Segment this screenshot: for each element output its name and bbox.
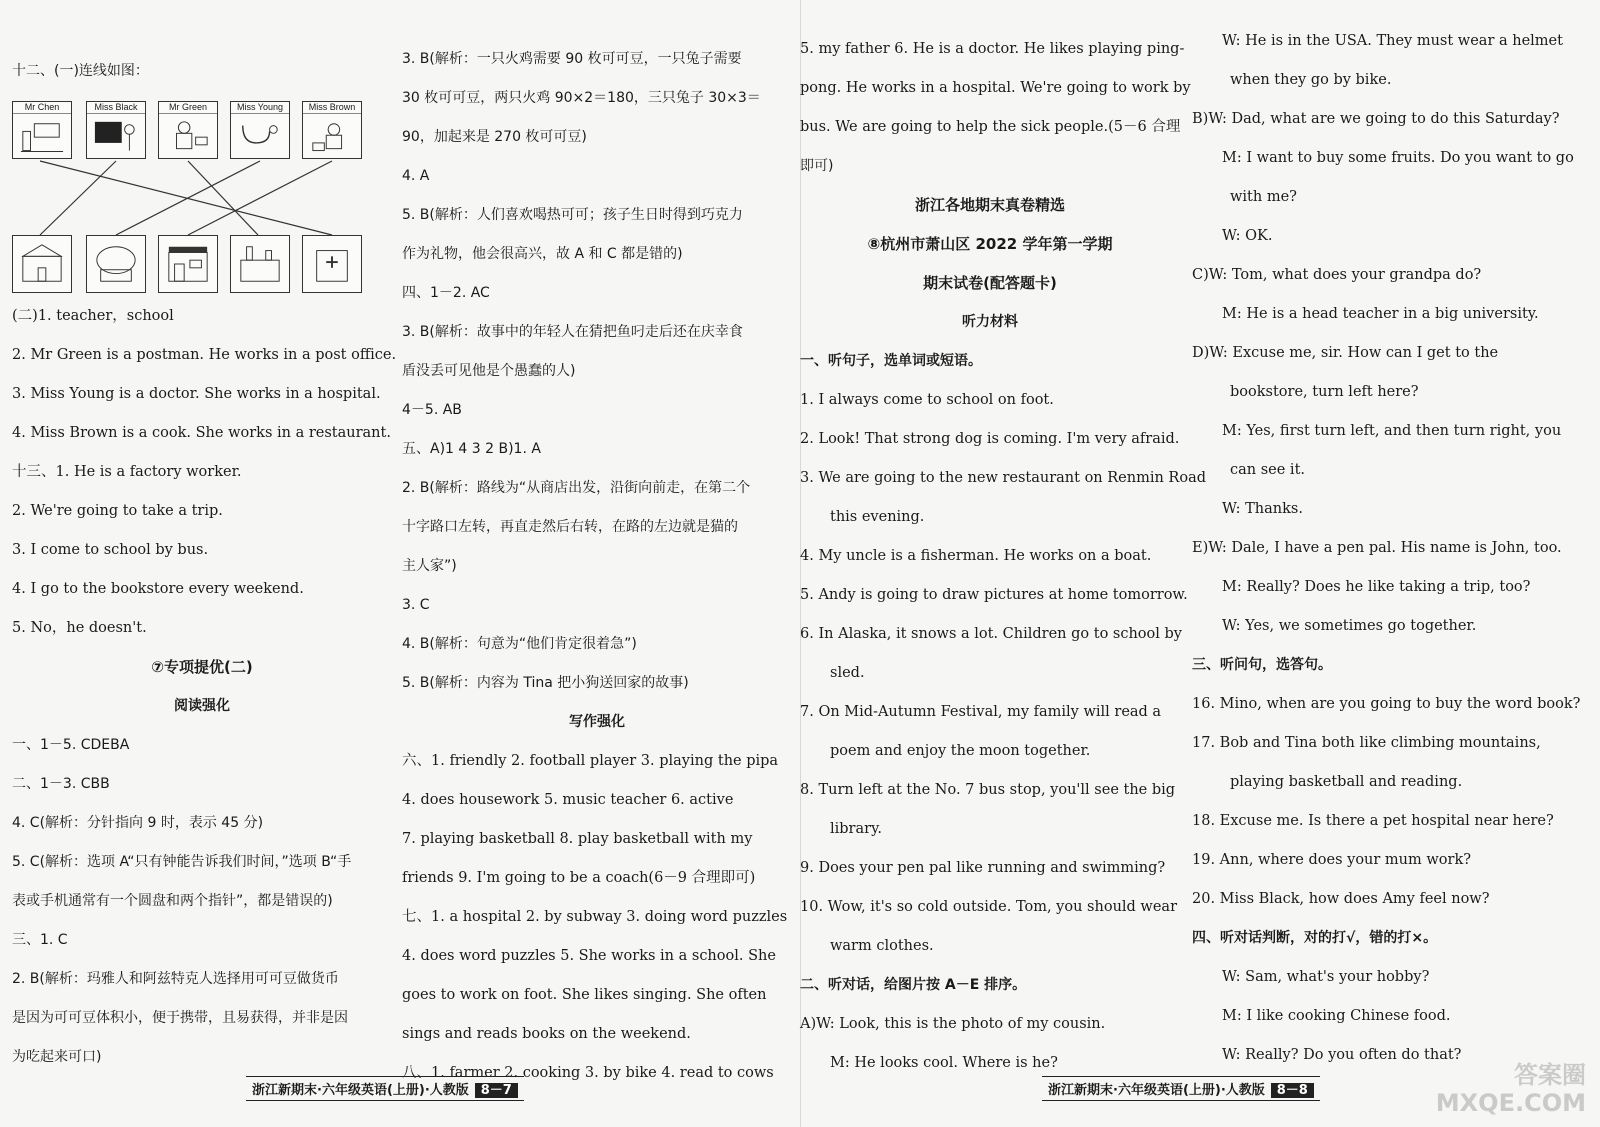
text-line: bus. We are going to help the sick people.(5－6 合理 — [800, 119, 1181, 135]
text-line: 七、1. a hospital 2. by subway 3. doing word puzzles — [402, 909, 788, 925]
right-page — [800, 0, 1600, 1127]
page-footer — [246, 1076, 524, 1101]
text-line: 6. In Alaska, it snows a lot. Children go to school by — [800, 626, 1182, 642]
section-heading: 浙江各地期末真卷精选 — [914, 196, 1065, 214]
match-place-factory — [230, 235, 290, 293]
page-footer — [1042, 1076, 1320, 1101]
restaurant-icon — [93, 241, 139, 285]
section-subheading: 写作强化 — [569, 714, 625, 730]
text-line: goes to work on foot. She likes singing. She often — [402, 987, 767, 1003]
card-label: Miss Brown — [303, 102, 361, 114]
watermark-logo-text: 答案圈 — [1514, 1061, 1586, 1089]
text-line: M: I like cooking Chinese food. — [1222, 1008, 1451, 1024]
watermark — [1436, 1061, 1586, 1117]
text-line: 5. B(解析：内容为 Tina 把小狗送回家的故事) — [402, 675, 689, 691]
text-line: 10. Wow, it's so cold outside. Tom, you should wear — [800, 899, 1177, 915]
text-line: 六、1. friendly 2. football player 3. playing the pipa — [402, 753, 779, 769]
text-line: bookstore, turn left here? — [1230, 384, 1419, 400]
text-line: 4－5. AB — [402, 402, 462, 418]
match-diagram — [12, 97, 382, 297]
text-line: 作为礼物，他会很高兴，故 A 和 C 都是错的) — [402, 246, 683, 262]
text-line: when they go by bike. — [1230, 72, 1392, 88]
page-number-badge: 8－8 — [1271, 1083, 1314, 1098]
text-line: C)W: Tom, what does your grandpa do? — [1192, 267, 1482, 283]
text-line: 8. Turn left at the No. 7 bus stop, you'll see the big — [800, 782, 1176, 798]
text-line: 盾没丢可见他是个愚蠢的人) — [402, 363, 576, 379]
text-line: 是因为可可豆体积小，便于携带，且易获得，并非是因 — [12, 1010, 348, 1026]
text-line: 4. I go to the bookstore every weekend. — [12, 581, 304, 597]
footer-title: 浙江新期末·六年级英语(上册)·人教版 — [252, 1083, 469, 1098]
factory-icon — [237, 241, 283, 285]
text-line: W: Yes, we sometimes go together. — [1222, 618, 1477, 634]
text-line: 2. B(解析：路线为“从商店出发，沿街向前走，在第二个 — [402, 480, 751, 496]
text-line: sings and reads books on the weekend. — [402, 1026, 691, 1042]
school-building-icon — [19, 241, 65, 285]
text-line: 八、1. farmer 2. cooking 3. by bike 4. read to cows — [402, 1065, 774, 1081]
post-office-icon — [165, 241, 211, 285]
card-label: Miss Young — [231, 102, 289, 114]
text-line: 16. Mino, when are you going to buy the word book? — [1192, 696, 1581, 712]
text-line: E)W: Dale, I have a pen pal. His name is John, too. — [1192, 540, 1562, 556]
text-line: 3. C — [402, 597, 430, 613]
match-place-school — [12, 235, 72, 293]
text-line: 3. B(解析：一只火鸡需要 90 枚可可豆，一只兔子需要 — [402, 51, 742, 67]
match-card-miss-brown — [302, 101, 362, 159]
right-column-1 — [800, 30, 1206, 1083]
section-heading: 期末试卷(配答题卡) — [923, 274, 1057, 292]
blackboard-icon — [93, 118, 139, 154]
text-line: 90，加起来是 270 枚可可豆) — [402, 129, 587, 145]
text-line: 2. Mr Green is a postman. He works in a post office. — [12, 347, 397, 363]
text-line: W: Thanks. — [1222, 501, 1303, 517]
hospital-icon — [309, 241, 355, 285]
text-line: M: Yes, first turn left, and then turn right, you — [1222, 423, 1562, 439]
text-line: 2. B(解析：玛雅人和阿兹特克人选择用可可豆做货币 — [12, 971, 339, 987]
text-line: 18. Excuse me. Is there a pet hospital near here? — [1192, 813, 1554, 829]
card-label: Mr Green — [159, 102, 217, 114]
text-line: 三、1. C — [12, 932, 68, 948]
text-line: 4. My uncle is a fisherman. He works on a boat. — [800, 548, 1152, 564]
text-line: 30 枚可可豆，两只火鸡 90×2＝180，三只兔子 30×3＝ — [402, 90, 761, 106]
text-line: 四、听对话判断，对的打√，错的打×。 — [1192, 930, 1438, 946]
text-line: 一、听句子，选单词或短语。 — [800, 353, 982, 369]
text-line: pong. He works in a hospital. We're going to work by — [800, 80, 1191, 96]
section-heading: ⑧杭州市萧山区 2022 学年第一学期 — [867, 235, 1113, 253]
text-line: 19. Ann, where does your mum work? — [1192, 852, 1472, 868]
text-line: B)W: Dad, what are we going to do this Saturday? — [1192, 111, 1560, 127]
match-card-mr-chen — [12, 101, 72, 159]
left-column-1 — [12, 52, 397, 1077]
text-line: W: Really? Do you often do that? — [1222, 1047, 1462, 1063]
match-card-mr-green — [158, 101, 218, 159]
text-line: 表或手机通常有一个圆盘和两个指针”，都是错误的) — [12, 893, 333, 909]
text-line: 7. playing basketball 8. play basketball with my — [402, 831, 753, 847]
text-line: 一、1－5. CDEBA — [12, 737, 130, 753]
text-line: friends 9. I'm going to be a coach(6－9 合理即可) — [402, 870, 756, 886]
right-column-2 — [1192, 22, 1592, 1075]
text-line: library. — [830, 821, 882, 837]
text-line: 4. B(解析：句意为“他们肯定很着急”) — [402, 636, 637, 652]
text-line: 3. Miss Young is a doctor. She works in a hospital. — [12, 386, 381, 402]
section-subheading: 阅读强化 — [174, 698, 230, 714]
match-place-restaurant — [86, 235, 146, 293]
text-line: sled. — [830, 665, 865, 681]
text-line: 十字路口左转，再直走然后右转，在路的左边就是猫的 — [402, 519, 738, 535]
text-line: 4. does word puzzles 5. She works in a school. She — [402, 948, 776, 964]
text-line: 主人家”) — [402, 558, 457, 574]
text-line: 为吃起来可口) — [12, 1049, 102, 1065]
section-subheading: 听力材料 — [962, 314, 1018, 330]
text-line: 4. A — [402, 168, 430, 184]
text-line: 20. Miss Black, how does Amy feel now? — [1192, 891, 1490, 907]
text-line: warm clothes. — [830, 938, 934, 954]
footer-title: 浙江新期末·六年级英语(上册)·人教版 — [1048, 1083, 1265, 1098]
text-line: can see it. — [1230, 462, 1305, 478]
section-12-title: 十二、(一)连线如图： — [12, 63, 149, 79]
text-line: 3. I come to school by bus. — [12, 542, 209, 558]
text-line: W: Sam, what's your hobby? — [1222, 969, 1430, 985]
left-column-2 — [402, 40, 792, 1093]
text-line: W: He is in the USA. They must wear a helmet — [1222, 33, 1563, 49]
text-line: W: OK. — [1222, 228, 1273, 244]
text-line: playing basketball and reading. — [1230, 774, 1463, 790]
text-line: M: I want to buy some fruits. Do you want to go — [1222, 150, 1574, 166]
text-line: with me? — [1230, 189, 1297, 205]
text-line: 二、听对话，给图片按 A－E 排序。 — [800, 977, 1027, 993]
text-line: 二、1－3. CBB — [12, 776, 110, 792]
text-line: 1. I always come to school on foot. — [800, 392, 1054, 408]
text-line: 五、A)1 4 3 2 B)1. A — [402, 441, 541, 457]
text-line: 2. Look! That strong dog is coming. I'm very afraid. — [800, 431, 1180, 447]
text-line: 即可) — [800, 158, 834, 174]
text-line: 4. C(解析：分针指向 9 时，表示 45 分) — [12, 815, 264, 831]
card-label: Mr Chen — [13, 102, 71, 114]
text-line: 4. Miss Brown is a cook. She works in a restaurant. — [12, 425, 391, 441]
match-card-miss-black — [86, 101, 146, 159]
text-line: 5. my father 6. He is a doctor. He likes playing ping- — [800, 41, 1185, 57]
watermark-url: MXQE.COM — [1435, 1089, 1586, 1117]
text-line: poem and enjoy the moon together. — [830, 743, 1091, 759]
teacher-scene-icon — [19, 118, 65, 154]
text-line: 十三、1. He is a factory worker. — [12, 464, 242, 480]
text-line: 四、1－2. AC — [402, 285, 490, 301]
text-line: 5. B(解析：人们喜欢喝热可可；孩子生日时得到巧克力 — [402, 207, 743, 223]
match-card-miss-young — [230, 101, 290, 159]
text-line: 2. We're going to take a trip. — [12, 503, 223, 519]
text-line: 17. Bob and Tina both like climbing mountains, — [1192, 735, 1541, 751]
text-line: 3. B(解析：故事中的年轻人在猜把鱼叼走后还在庆幸食 — [402, 324, 743, 340]
text-line: 5. C(解析：选项 A“只有钟能告诉我们时间，”选项 B“手 — [12, 854, 352, 870]
text-line: 7. On Mid-Autumn Festival, my family will read a — [800, 704, 1162, 720]
match-place-post-office — [158, 235, 218, 293]
text-line: 5. Andy is going to draw pictures at home tomorrow. — [800, 587, 1188, 603]
stethoscope-icon — [237, 118, 283, 154]
text-line: 三、听问句，选答句。 — [1192, 657, 1332, 673]
text-line: D)W: Excuse me, sir. How can I get to the — [1192, 345, 1499, 361]
card-label: Miss Black — [87, 102, 145, 114]
text-line: 5. No，he doesn't. — [12, 620, 147, 636]
page-number-badge: 8－7 — [475, 1083, 518, 1098]
text-line: 3. We are going to the new restaurant on Renmin Road — [800, 470, 1206, 486]
text-line: this evening. — [830, 509, 925, 525]
text-line: M: He is a head teacher in a big university. — [1222, 306, 1539, 322]
text-line: M: Really? Does he like taking a trip, too? — [1222, 579, 1531, 595]
text-line: (二)1. teacher，school — [12, 308, 174, 324]
text-line: 9. Does your pen pal like running and swimming? — [800, 860, 1166, 876]
text-line: M: He looks cool. Where is he? — [830, 1055, 1058, 1071]
section-heading: ⑦专项提优(二) — [151, 658, 253, 676]
cook-icon — [309, 118, 355, 154]
postman-icon — [165, 118, 211, 154]
text-line: A)W: Look, this is the photo of my cousin. — [800, 1016, 1106, 1032]
match-place-hospital — [302, 235, 362, 293]
text-line: 4. does housework 5. music teacher 6. active — [402, 792, 734, 808]
